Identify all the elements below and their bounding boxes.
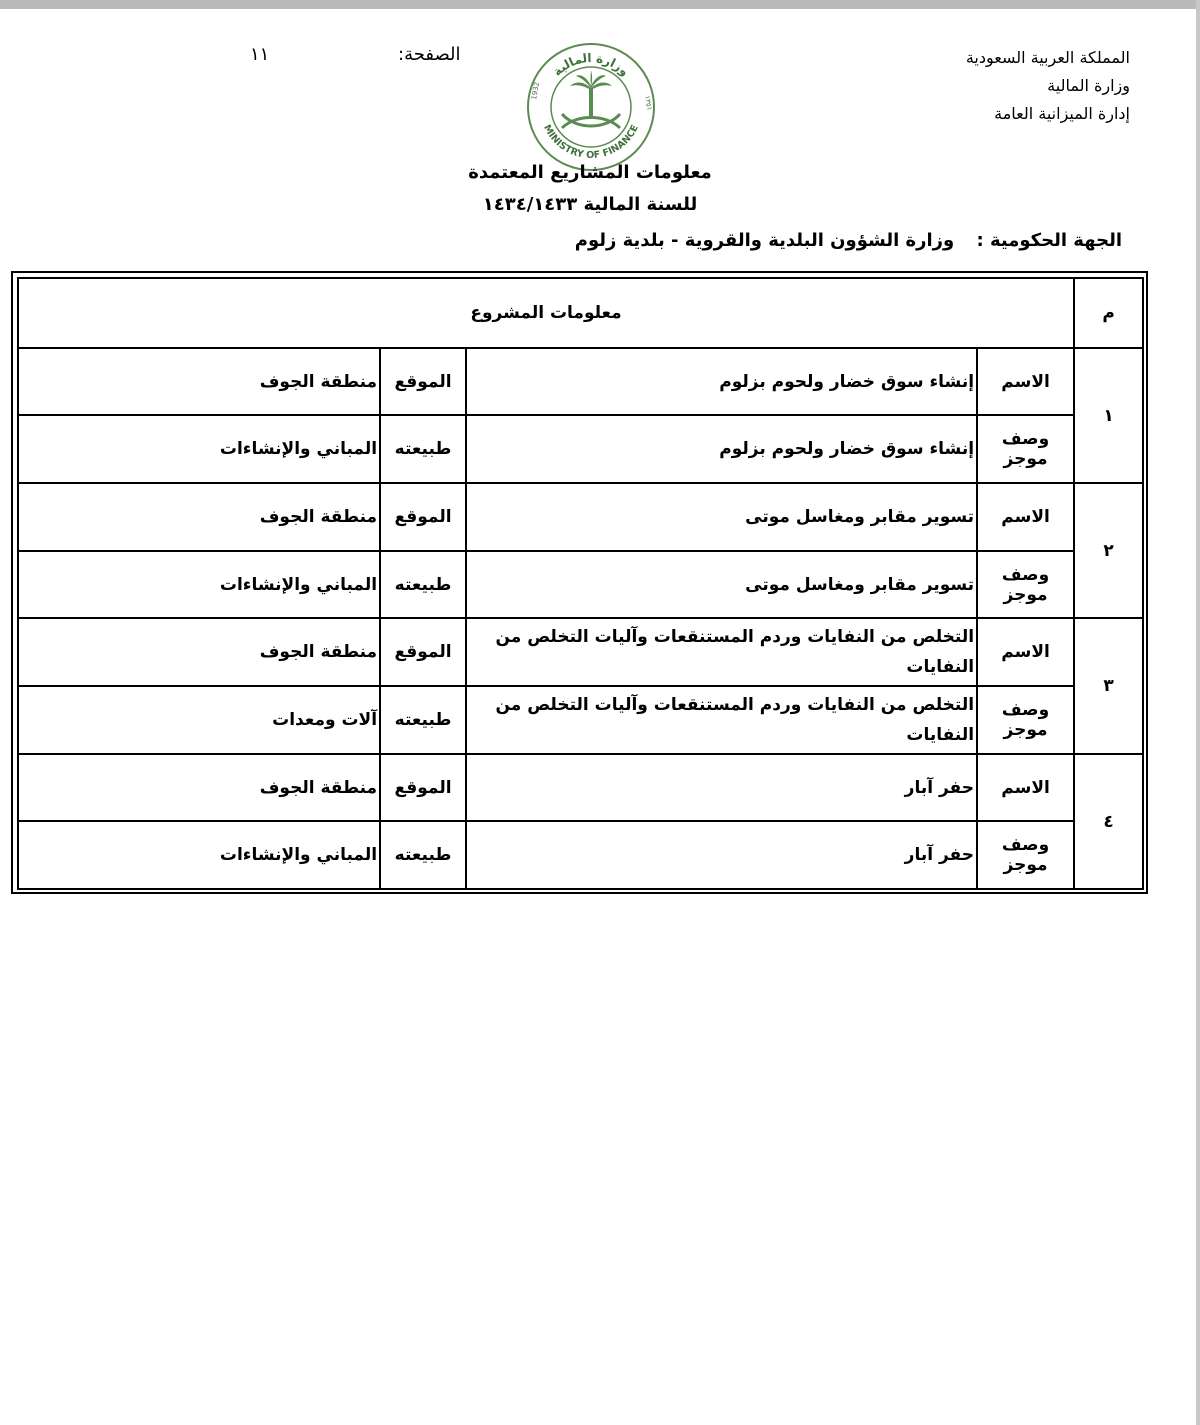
seal-year-right: ١٣٥١	[643, 94, 654, 112]
project-name: إنشاء سوق خضار ولحوم بزلوم	[466, 348, 977, 415]
entity-label: الجهة الحكومية :	[976, 230, 1122, 251]
table-row	[18, 754, 1143, 821]
project-name: تسوير مقابر ومغاسل موتى	[466, 483, 977, 551]
right-edge	[1196, 0, 1200, 1425]
project-nature: آلات ومعدات	[18, 686, 380, 754]
project-number: ٣	[1074, 618, 1143, 754]
table-header-row	[18, 278, 1143, 348]
nature-label: طبيعته	[380, 415, 466, 483]
palm-swords-emblem	[562, 70, 620, 128]
projects-table	[11, 271, 1148, 894]
project-nature: المباني والإنشاءات	[18, 551, 380, 618]
svg-text:MINISTRY OF FINANCE	[541, 123, 641, 161]
description-label: وصف موجز	[977, 551, 1074, 618]
table-row	[18, 415, 1143, 483]
project-name: التخلص من النفايات وردم المستنقعات وآليات التخلص من النفايات	[466, 618, 977, 686]
ministry-seal-logo	[524, 40, 658, 174]
nature-label: طبيعته	[380, 821, 466, 889]
table-row	[18, 348, 1143, 415]
location-label: الموقع	[380, 483, 466, 551]
name-label: الاسم	[977, 348, 1074, 415]
department-name: إدارة الميزانية العامة	[994, 104, 1130, 123]
location-label: الموقع	[380, 754, 466, 821]
country-name: المملكة العربية السعودية	[965, 48, 1130, 67]
project-name: حفر آبار	[466, 754, 977, 821]
column-header-project-info: معلومات المشروع	[18, 278, 1074, 348]
location-label: الموقع	[380, 618, 466, 686]
name-label: الاسم	[977, 618, 1074, 686]
name-label: الاسم	[977, 754, 1074, 821]
name-label: الاسم	[977, 483, 1074, 551]
table-row	[18, 551, 1143, 618]
project-description: تسوير مقابر ومغاسل موتى	[466, 551, 977, 618]
project-location: منطقة الجوف	[18, 348, 380, 415]
page-number: ١١	[250, 44, 270, 65]
project-location: منطقة الجوف	[18, 754, 380, 821]
project-location: منطقة الجوف	[18, 483, 380, 551]
seal-english-text: MINISTRY OF FINANCE	[541, 123, 641, 162]
fiscal-year: للسنة المالية ١٤٣٤/١٤٣٣	[482, 194, 698, 215]
project-nature: المباني والإنشاءات	[18, 415, 380, 483]
project-number: ١	[1074, 348, 1143, 483]
project-description: حفر آبار	[466, 821, 977, 889]
top-border	[0, 0, 1200, 9]
document-title: معلومات المشاريع المعتمدة	[468, 162, 712, 183]
entity-value: وزارة الشؤون البلدية والقروية - بلدية زلوم	[574, 230, 955, 251]
nature-label: طبيعته	[380, 686, 466, 754]
table-row	[18, 686, 1143, 754]
column-header-number: م	[1074, 278, 1143, 348]
issuer-block	[830, 44, 1130, 128]
nature-label: طبيعته	[380, 551, 466, 618]
project-description: التخلص من النفايات وردم المستنقعات وآليات التخلص من النفايات	[466, 686, 977, 754]
seal-year-left: 1932	[530, 81, 542, 101]
project-description: إنشاء سوق خضار ولحوم بزلوم	[466, 415, 977, 483]
project-number: ٢	[1074, 483, 1143, 618]
project-nature: المباني والإنشاءات	[18, 821, 380, 889]
government-entity	[575, 230, 1122, 251]
table-row	[18, 483, 1143, 551]
project-location: منطقة الجوف	[18, 618, 380, 686]
page-label: الصفحة:	[398, 44, 461, 65]
location-label: الموقع	[380, 348, 466, 415]
table-row	[18, 821, 1143, 889]
project-number: ٤	[1074, 754, 1143, 889]
description-label: وصف موجز	[977, 415, 1074, 483]
table-row	[18, 618, 1143, 686]
ministry-name: وزارة المالية	[1047, 76, 1130, 95]
seal-arabic-text: وزارة المالية	[550, 50, 632, 79]
description-label: وصف موجز	[977, 686, 1074, 754]
description-label: وصف موجز	[977, 821, 1074, 889]
